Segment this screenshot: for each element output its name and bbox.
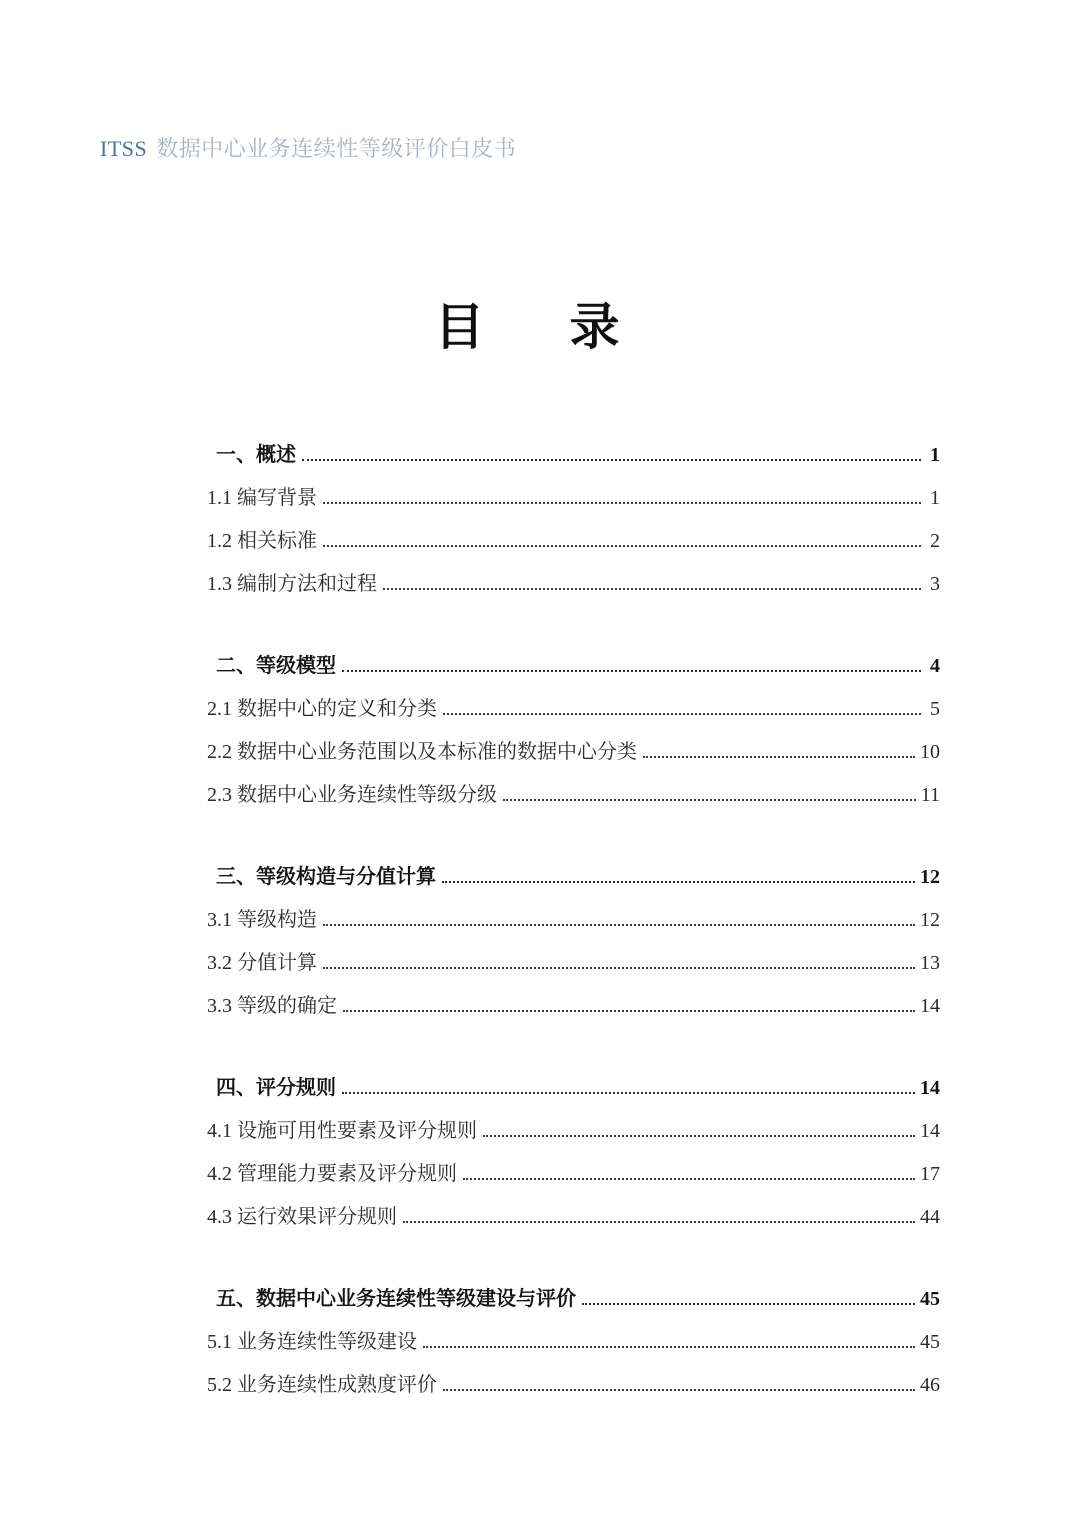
toc-section-heading-page-number: 45 (920, 1288, 940, 1310)
header-brand: ITSS (100, 136, 148, 161)
dot-leader (323, 545, 921, 547)
dot-leader (323, 924, 915, 926)
toc-item-page-number: 10 (920, 741, 940, 763)
toc-item-label: 4.3 运行效果评分规则 (207, 1206, 397, 1228)
toc-item-label: 3.3 等级的确定 (207, 995, 337, 1017)
toc-item-label: 2.1 数据中心的定义和分类 (207, 698, 437, 720)
toc-title (0, 296, 1054, 358)
toc-item-page-number: 12 (920, 909, 940, 931)
toc-section-heading-label: 三、等级构造与分值计算 (216, 866, 436, 888)
toc-item-page-number: 1 (930, 487, 940, 509)
dot-leader (323, 967, 915, 969)
toc-section-heading-page-number: 1 (930, 444, 940, 466)
toc-item-label: 1.3 编制方法和过程 (207, 573, 377, 595)
toc-item-page-number: 14 (920, 995, 940, 1017)
toc-item (207, 1118, 940, 1145)
toc-item (207, 528, 940, 555)
toc-section (207, 653, 940, 809)
toc-section-heading (207, 864, 940, 891)
toc-section-heading-page-number: 4 (930, 655, 940, 677)
toc-item-label: 3.2 分值计算 (207, 952, 317, 974)
dot-leader (343, 1010, 915, 1012)
toc-item-page-number: 44 (920, 1206, 940, 1228)
toc-item-page-number: 46 (920, 1374, 940, 1396)
dot-leader (643, 756, 915, 758)
toc-item-page-number: 11 (920, 784, 940, 806)
toc-item-label: 1.1 编写背景 (207, 487, 317, 509)
toc-item-label: 4.1 设施可用性要素及评分规则 (207, 1120, 477, 1142)
dot-leader (342, 1092, 915, 1094)
toc-item (207, 739, 940, 766)
toc-section-heading (207, 442, 940, 469)
page-header (100, 136, 516, 162)
toc-title-char-right: 录 (569, 299, 620, 355)
toc-item (207, 571, 940, 598)
toc-section-heading (207, 653, 940, 680)
toc-section-heading (207, 1075, 940, 1102)
dot-leader (442, 881, 915, 883)
toc-item (207, 485, 940, 512)
toc-item-label: 5.2 业务连续性成熟度评价 (207, 1374, 437, 1396)
toc-item-label: 2.3 数据中心业务连续性等级分级 (207, 784, 497, 806)
toc-list (207, 442, 940, 1399)
dot-leader (423, 1346, 915, 1348)
dot-leader (463, 1178, 915, 1180)
toc-section-heading-label: 五、数据中心业务连续性等级建设与评价 (216, 1288, 576, 1310)
toc-section (207, 1075, 940, 1231)
toc-item (207, 1372, 940, 1399)
toc-section-heading (207, 1286, 940, 1313)
toc-section-heading-page-number: 12 (920, 866, 940, 888)
toc-item (207, 907, 940, 934)
toc-item (207, 696, 940, 723)
toc-item-page-number: 2 (930, 530, 940, 552)
toc-item (207, 782, 940, 809)
toc-item-label: 2.2 数据中心业务范围以及本标准的数据中心分类 (207, 741, 637, 763)
toc-item (207, 1204, 940, 1231)
dot-leader (323, 502, 921, 504)
toc-item-page-number: 17 (920, 1163, 940, 1185)
toc-item-label: 1.2 相关标准 (207, 530, 317, 552)
toc-section-heading-label: 二、等级模型 (216, 655, 336, 677)
toc-title-char-left: 目 (434, 299, 485, 355)
toc-item-page-number: 5 (930, 698, 940, 720)
toc-item (207, 993, 940, 1020)
dot-leader (302, 459, 921, 461)
toc-item-page-number: 13 (920, 952, 940, 974)
dot-leader (342, 670, 921, 672)
dot-leader (582, 1303, 915, 1305)
dot-leader (443, 713, 921, 715)
toc-item (207, 1161, 940, 1188)
dot-leader (443, 1389, 915, 1391)
dot-leader (503, 799, 916, 801)
toc-section (207, 864, 940, 1020)
toc-item-label: 3.1 等级构造 (207, 909, 317, 931)
toc-item-label: 4.2 管理能力要素及评分规则 (207, 1163, 457, 1185)
toc-section-heading-page-number: 14 (920, 1077, 940, 1099)
dot-leader (483, 1135, 915, 1137)
toc-item-page-number: 14 (920, 1120, 940, 1142)
header-title: 数据中心业务连续性等级评价白皮书 (156, 136, 517, 161)
toc-item (207, 950, 940, 977)
toc-section-heading-label: 一、概述 (216, 444, 296, 466)
toc-item-page-number: 3 (930, 573, 940, 595)
toc-section-heading-label: 四、评分规则 (216, 1077, 336, 1099)
toc-section (207, 442, 940, 598)
toc-item (207, 1329, 940, 1356)
toc-item-page-number: 45 (920, 1331, 940, 1353)
dot-leader (403, 1221, 915, 1223)
toc-item-label: 5.1 业务连续性等级建设 (207, 1331, 417, 1353)
dot-leader (383, 588, 921, 590)
toc-section (207, 1286, 940, 1399)
